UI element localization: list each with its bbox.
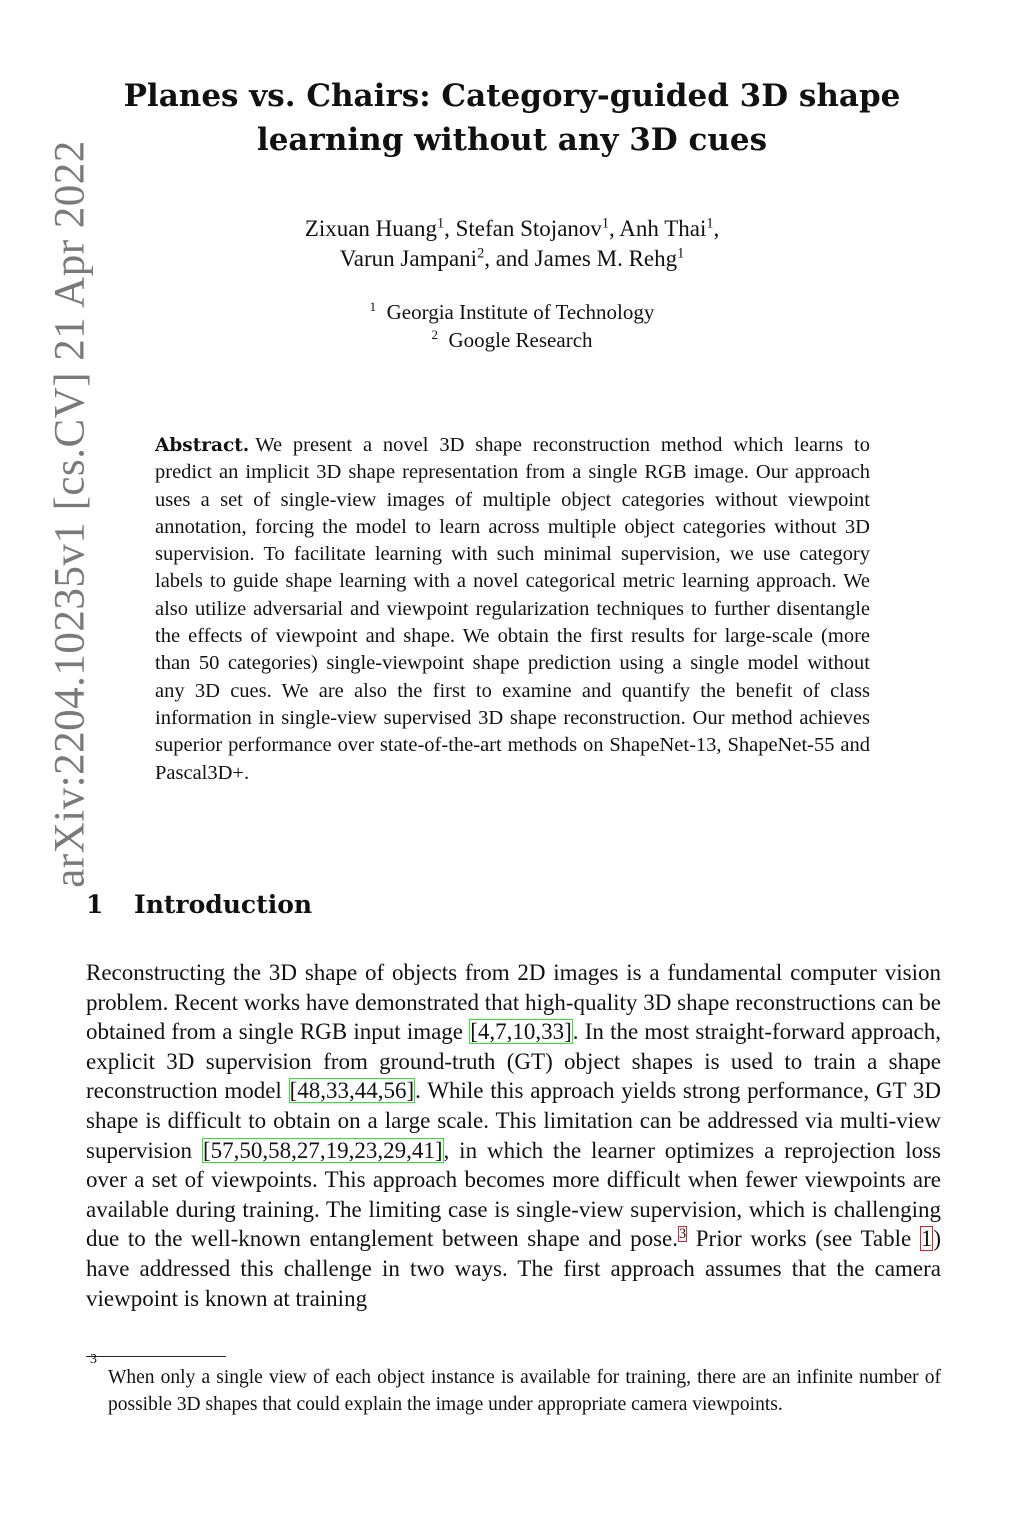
abstract bbox=[155, 432, 870, 787]
table-link[interactable]: 1 bbox=[920, 1226, 933, 1252]
title-line-1: Planes vs. Chairs: Category-guided 3D shape bbox=[123, 78, 901, 114]
footnote-divider bbox=[86, 1356, 226, 1357]
author: Anh Thai$^1$, bbox=[619, 215, 720, 241]
arxiv-identifier: arXiv:2204.10235v1 [cs.CV] 21 Apr 2022 bbox=[46, 140, 94, 888]
section-title: Introduction bbox=[134, 890, 313, 919]
paper-title bbox=[86, 74, 938, 162]
author-list bbox=[86, 214, 938, 274]
author: James M. Rehg$^1$ bbox=[534, 245, 685, 271]
author: Varun Jampani$^2$, and bbox=[339, 245, 535, 271]
affiliations bbox=[86, 298, 938, 354]
footnote: 3 When only a single view of each object instance is available for training, there are an infinite number of possible 3D shapes that could explain the image under appropriate camera viewpoints. bbox=[90, 1352, 941, 1415]
footnote-text: When only a single view of each object instance is available for training, there are an infinite number of possible 3D shapes that could explain the image under appropriate camera viewpoints. bbox=[108, 1367, 941, 1415]
citation-link[interactable]: [48,33,44,56] bbox=[289, 1078, 415, 1104]
footnote-link[interactable]: 3 bbox=[679, 1225, 687, 1242]
affiliation-1: $^1$ Georgia Institute of Technology bbox=[369, 299, 655, 324]
intro-paragraph: Reconstructing the 3D shape of objects from 2D images is a fundamental computer vision problem. Recent works have demonstrated that high-quality 3D shape reconstructions can be obtained from a single RGB input image [4,7,10,33]. In the most straight-forward approach, explicit 3D supervision from ground-truth (GT) object shapes is used to train a shape reconstruction model [48,33,44,56]. While this approach yields strong performance, GT 3D shape is difficult to obtain on a large scale. This limitation can be addressed via multi-view supervision [57,50,58,27,19,23,29,41], in which the learner optimizes a reprojection loss over a set of viewpoints. This approach becomes more difficult when fewer viewpoints are available during training. The limiting case is single-view supervision, which is challenging due to the well-known entanglement between shape and pose.$^3$ Prior works (see Table 1) have addressed this challenge in two ways. The first approach assumes that the camera viewpoint is known at training bbox=[86, 960, 942, 1311]
title-line-2: learning without any 3D cues bbox=[256, 122, 768, 158]
section-heading bbox=[86, 890, 312, 919]
arxiv-sidebar bbox=[27, 84, 113, 944]
author: Zixuan Huang$^1$, bbox=[304, 215, 456, 241]
section-number: 1 bbox=[86, 890, 104, 919]
citation-link[interactable]: [4,7,10,33] bbox=[470, 1019, 572, 1045]
citation-link[interactable]: [57,50,58,27,19,23,29,41] bbox=[202, 1137, 443, 1163]
author: Stefan Stojanov$^1$, bbox=[455, 215, 620, 241]
abstract-label: Abstract. bbox=[155, 435, 250, 456]
abstract-text: We present a novel 3D shape reconstruction method which learns to predict an implicit 3D shape representation from a single RGB image. Our approach uses a set of single-view images of multiple object categories without viewpoint annotation, forcing the model to learn across multiple object categories without 3D supervision. To facilitate learning with such minimal supervision, we use category labels to guide shape learning with a novel categorical metric learning approach. We also utilize adversarial and viewpoint regularization techniques to further disentangle the effects of viewpoint and shape. We obtain the first results for large-scale (more than 50 categories) single-viewpoint shape prediction using a single model without any 3D cues. We are also the first to examine and quantify the benefit of class information in single-view supervised 3D shape reconstruction. Our method achieves superior performance over state-of-the-art methods on ShapeNet-13, ShapeNet-55 and Pascal3D+. bbox=[155, 434, 870, 784]
affiliation-2: $^2$ Google Research bbox=[431, 327, 593, 352]
